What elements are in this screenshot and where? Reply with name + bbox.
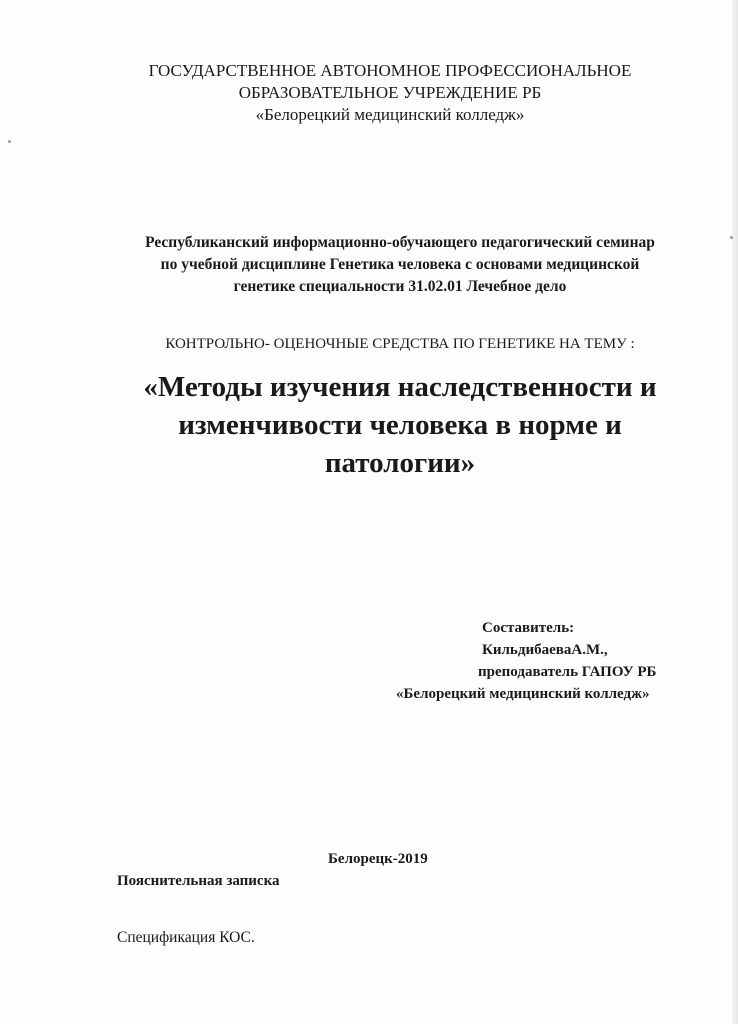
scan-speck bbox=[8, 140, 11, 143]
institution-line-2: ОБРАЗОВАТЕЛЬНОЕ УЧРЕЖДЕНИЕ РБ bbox=[238, 83, 542, 102]
note-heading: Пояснительная записка bbox=[117, 873, 280, 889]
author-position: преподаватель ГАПОУ РБ bbox=[478, 664, 657, 680]
author-college: «Белорецкий медицинский колледж» bbox=[396, 686, 650, 702]
spec-heading: Спецификация КОС. bbox=[117, 929, 255, 946]
document-title bbox=[60, 368, 738, 482]
institution-header bbox=[60, 60, 720, 126]
seminar-line-1: Республиканский информационно-обучающего педагогический семинар bbox=[145, 234, 655, 251]
institution-line-3: «Белорецкий медицинский колледж» bbox=[255, 105, 525, 124]
title-line-3: патологии» bbox=[324, 447, 476, 479]
title-line-2: изменчивости человека в норме и bbox=[178, 409, 622, 441]
city-year: Белорецк-2019 bbox=[328, 851, 428, 867]
seminar-line-3: генетике специальности 31.02.01 Лечебное дело bbox=[233, 278, 567, 295]
seminar-description bbox=[60, 232, 738, 298]
author-label: Составитель: bbox=[482, 620, 575, 636]
scan-edge-shadow bbox=[732, 0, 738, 1024]
seminar-line-2: по учебной дисциплине Генетика человека с основами медицинской bbox=[160, 256, 640, 273]
kos-heading: КОНТРОЛЬНО- ОЦЕНОЧНЫЕ СРЕДСТВА ПО ГЕНЕТИКЕ НА ТЕМУ : bbox=[165, 336, 635, 352]
institution-line-1: ГОСУДАРСТВЕННОЕ АВТОНОМНОЕ ПРОФЕССИОНАЛЬНОЕ bbox=[148, 61, 632, 80]
title-line-1: «Методы изучения наследственности и bbox=[143, 371, 657, 403]
author-name: КильдибаеваА.М., bbox=[482, 642, 608, 658]
